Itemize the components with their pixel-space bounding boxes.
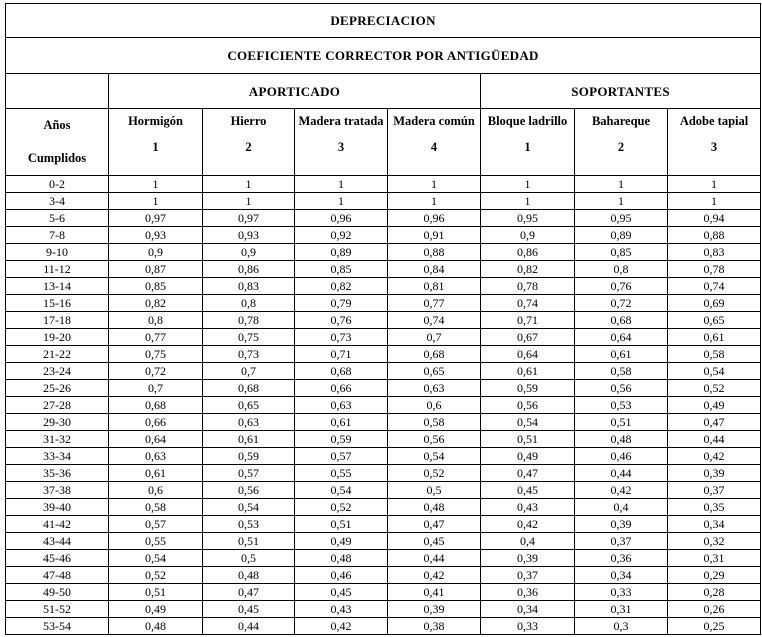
table-title: DEPRECIACION <box>6 4 761 38</box>
value-cell: 0,49 <box>109 601 203 618</box>
value-cell: 0,87 <box>109 261 203 278</box>
value-cell: 0,49 <box>295 533 388 550</box>
years-cell: 45-46 <box>6 550 109 567</box>
value-cell: 0,54 <box>295 482 388 499</box>
value-cell: 0,73 <box>203 346 295 363</box>
value-cell: 0,61 <box>668 329 761 346</box>
value-cell: 0,56 <box>575 380 668 397</box>
table-row <box>6 397 761 414</box>
value-cell: 0,71 <box>481 312 575 329</box>
years-cell: 21-22 <box>6 346 109 363</box>
column-header-number: 3 <box>710 140 718 154</box>
value-cell: 0,83 <box>668 244 761 261</box>
table-row <box>6 533 761 550</box>
value-cell: 0,77 <box>109 329 203 346</box>
years-cell: 49-50 <box>6 584 109 601</box>
value-cell: 0,85 <box>575 244 668 261</box>
value-cell: 1 <box>109 176 203 193</box>
value-cell: 0,54 <box>668 363 761 380</box>
value-cell: 0,58 <box>575 363 668 380</box>
years-header-line2: Cumplidos <box>27 151 87 165</box>
value-cell: 0,59 <box>295 431 388 448</box>
value-cell: 0,69 <box>668 295 761 312</box>
value-cell: 0,42 <box>388 567 481 584</box>
value-cell: 0,32 <box>668 533 761 550</box>
value-cell: 0,89 <box>575 227 668 244</box>
value-cell: 0,78 <box>481 278 575 295</box>
value-cell: 0,9 <box>109 244 203 261</box>
value-cell: 0,28 <box>668 584 761 601</box>
years-header <box>6 109 109 176</box>
table-row <box>6 414 761 431</box>
value-cell: 0,42 <box>575 482 668 499</box>
years-cell: 9-10 <box>6 244 109 261</box>
value-cell: 0,55 <box>295 465 388 482</box>
value-cell: 0,91 <box>388 227 481 244</box>
value-cell: 0,43 <box>295 601 388 618</box>
value-cell: 0,82 <box>481 261 575 278</box>
value-cell: 0,61 <box>575 346 668 363</box>
years-cell: 53-54 <box>6 618 109 635</box>
table-row <box>6 176 761 193</box>
value-cell: 0,85 <box>295 261 388 278</box>
value-cell: 0,7 <box>203 363 295 380</box>
table-row <box>6 244 761 261</box>
value-cell: 0,48 <box>295 550 388 567</box>
column-header <box>668 109 761 176</box>
value-cell: 0,34 <box>481 601 575 618</box>
value-cell: 0,38 <box>388 618 481 635</box>
value-cell: 1 <box>295 193 388 210</box>
value-cell: 0,52 <box>295 499 388 516</box>
value-cell: 0,51 <box>575 414 668 431</box>
value-cell: 0,93 <box>109 227 203 244</box>
value-cell: 0,51 <box>481 431 575 448</box>
value-cell: 0,52 <box>668 380 761 397</box>
value-cell: 0,39 <box>481 550 575 567</box>
column-header-label: Adobe tapial <box>679 114 749 128</box>
value-cell: 0,59 <box>203 448 295 465</box>
value-cell: 0,44 <box>668 431 761 448</box>
years-cell: 33-34 <box>6 448 109 465</box>
value-cell: 0,8 <box>109 312 203 329</box>
value-cell: 0,63 <box>388 380 481 397</box>
value-cell: 0,39 <box>575 516 668 533</box>
value-cell: 0,55 <box>109 533 203 550</box>
value-cell: 0,58 <box>109 499 203 516</box>
value-cell: 0,76 <box>575 278 668 295</box>
value-cell: 0,49 <box>668 397 761 414</box>
value-cell: 0,68 <box>203 380 295 397</box>
value-cell: 0,65 <box>668 312 761 329</box>
value-cell: 0,33 <box>481 618 575 635</box>
value-cell: 0,44 <box>203 618 295 635</box>
value-cell: 0,51 <box>109 584 203 601</box>
column-header-label: Hormigón <box>128 114 183 128</box>
value-cell: 0,5 <box>203 550 295 567</box>
value-cell: 0,42 <box>668 448 761 465</box>
value-cell: 0,75 <box>109 346 203 363</box>
value-cell: 0,6 <box>109 482 203 499</box>
value-cell: 0,45 <box>481 482 575 499</box>
column-header-label: Hierro <box>230 114 267 128</box>
value-cell: 0,82 <box>109 295 203 312</box>
table-row <box>6 261 761 278</box>
table-row <box>6 346 761 363</box>
value-cell: 0,59 <box>481 380 575 397</box>
value-cell: 0,48 <box>575 431 668 448</box>
value-cell: 0,44 <box>575 465 668 482</box>
value-cell: 0,57 <box>203 465 295 482</box>
value-cell: 0,64 <box>481 346 575 363</box>
value-cell: 0,48 <box>388 499 481 516</box>
value-cell: 0,75 <box>203 329 295 346</box>
table-row <box>6 210 761 227</box>
years-cell: 15-16 <box>6 295 109 312</box>
group-soportantes: SOPORTANTES <box>481 74 761 109</box>
years-cell: 7-8 <box>6 227 109 244</box>
table-row <box>6 295 761 312</box>
value-cell: 0,4 <box>481 533 575 550</box>
table-row <box>6 329 761 346</box>
table-row <box>6 431 761 448</box>
value-cell: 0,54 <box>109 550 203 567</box>
value-cell: 0,89 <box>295 244 388 261</box>
value-cell: 0,61 <box>109 465 203 482</box>
years-cell: 29-30 <box>6 414 109 431</box>
value-cell: 0,56 <box>388 431 481 448</box>
value-cell: 0,95 <box>575 210 668 227</box>
value-cell: 0,4 <box>575 499 668 516</box>
table-row <box>6 380 761 397</box>
value-cell: 0,45 <box>203 601 295 618</box>
table-row <box>6 601 761 618</box>
value-cell: 0,7 <box>388 329 481 346</box>
value-cell: 0,85 <box>109 278 203 295</box>
value-cell: 0,9 <box>481 227 575 244</box>
value-cell: 0,82 <box>295 278 388 295</box>
value-cell: 0,3 <box>575 618 668 635</box>
years-cell: 35-36 <box>6 465 109 482</box>
value-cell: 0,63 <box>109 448 203 465</box>
value-cell: 0,97 <box>203 210 295 227</box>
column-header-number: 4 <box>430 140 438 154</box>
value-cell: 0,26 <box>668 601 761 618</box>
years-cell: 5-6 <box>6 210 109 227</box>
value-cell: 0,67 <box>481 329 575 346</box>
value-cell: 0,58 <box>668 346 761 363</box>
value-cell: 0,51 <box>203 533 295 550</box>
value-cell: 0,96 <box>388 210 481 227</box>
years-cell: 51-52 <box>6 601 109 618</box>
value-cell: 1 <box>575 193 668 210</box>
table-row <box>6 567 761 584</box>
column-header-label: Madera común <box>393 114 475 128</box>
value-cell: 1 <box>203 193 295 210</box>
value-cell: 1 <box>295 176 388 193</box>
value-cell: 0,64 <box>109 431 203 448</box>
value-cell: 0,95 <box>481 210 575 227</box>
years-cell: 43-44 <box>6 533 109 550</box>
value-cell: 0,84 <box>388 261 481 278</box>
value-cell: 0,29 <box>668 567 761 584</box>
column-header <box>481 109 575 176</box>
value-cell: 0,52 <box>109 567 203 584</box>
value-cell: 0,33 <box>575 584 668 601</box>
value-cell: 0,56 <box>203 482 295 499</box>
value-cell: 0,57 <box>295 448 388 465</box>
value-cell: 0,58 <box>388 414 481 431</box>
value-cell: 0,46 <box>295 567 388 584</box>
value-cell: 0,54 <box>481 414 575 431</box>
value-cell: 1 <box>388 193 481 210</box>
value-cell: 0,96 <box>295 210 388 227</box>
value-cell: 0,61 <box>203 431 295 448</box>
value-cell: 0,66 <box>109 414 203 431</box>
value-cell: 0,34 <box>668 516 761 533</box>
value-cell: 1 <box>481 176 575 193</box>
group-aporticado: APORTICADO <box>109 74 481 109</box>
column-header <box>203 109 295 176</box>
value-cell: 0,64 <box>575 329 668 346</box>
value-cell: 0,65 <box>203 397 295 414</box>
value-cell: 0,35 <box>668 499 761 516</box>
value-cell: 0,68 <box>109 397 203 414</box>
value-cell: 0,86 <box>203 261 295 278</box>
column-header <box>109 109 203 176</box>
value-cell: 1 <box>668 176 761 193</box>
depreciation-table <box>5 3 761 635</box>
table-row <box>6 618 761 635</box>
table-row <box>6 465 761 482</box>
value-cell: 0,31 <box>668 550 761 567</box>
value-cell: 0,39 <box>668 465 761 482</box>
value-cell: 0,74 <box>668 278 761 295</box>
column-header <box>575 109 668 176</box>
years-cell: 41-42 <box>6 516 109 533</box>
value-cell: 1 <box>203 176 295 193</box>
value-cell: 0,52 <box>388 465 481 482</box>
value-cell: 0,39 <box>388 601 481 618</box>
table-row <box>6 227 761 244</box>
value-cell: 0,6 <box>388 397 481 414</box>
column-header-label: Bahareque <box>591 114 651 128</box>
value-cell: 0,41 <box>388 584 481 601</box>
value-cell: 1 <box>109 193 203 210</box>
value-cell: 0,71 <box>295 346 388 363</box>
value-cell: 0,34 <box>575 567 668 584</box>
value-cell: 0,37 <box>575 533 668 550</box>
value-cell: 0,36 <box>481 584 575 601</box>
value-cell: 0,79 <box>295 295 388 312</box>
value-cell: 0,86 <box>481 244 575 261</box>
table-row <box>6 448 761 465</box>
value-cell: 1 <box>388 176 481 193</box>
value-cell: 0,37 <box>481 567 575 584</box>
value-cell: 0,54 <box>203 499 295 516</box>
value-cell: 0,42 <box>481 516 575 533</box>
column-header-label: Madera tratada <box>298 114 384 128</box>
value-cell: 0,63 <box>203 414 295 431</box>
value-cell: 0,83 <box>203 278 295 295</box>
value-cell: 0,88 <box>388 244 481 261</box>
column-header-label: Bloque ladrillo <box>487 114 568 128</box>
table-row <box>6 584 761 601</box>
value-cell: 0,73 <box>295 329 388 346</box>
value-cell: 0,53 <box>203 516 295 533</box>
table-row <box>6 312 761 329</box>
years-cell: 11-12 <box>6 261 109 278</box>
value-cell: 0,45 <box>295 584 388 601</box>
value-cell: 0,47 <box>203 584 295 601</box>
years-cell: 13-14 <box>6 278 109 295</box>
value-cell: 0,61 <box>295 414 388 431</box>
value-cell: 0,68 <box>575 312 668 329</box>
value-cell: 0,8 <box>575 261 668 278</box>
value-cell: 0,9 <box>203 244 295 261</box>
value-cell: 0,54 <box>388 448 481 465</box>
table-row <box>6 482 761 499</box>
years-cell: 39-40 <box>6 499 109 516</box>
years-cell: 0-2 <box>6 176 109 193</box>
table-row <box>6 278 761 295</box>
years-cell: 19-20 <box>6 329 109 346</box>
value-cell: 0,72 <box>575 295 668 312</box>
value-cell: 0,49 <box>481 448 575 465</box>
value-cell: 0,31 <box>575 601 668 618</box>
years-cell: 37-38 <box>6 482 109 499</box>
value-cell: 0,68 <box>388 346 481 363</box>
years-cell: 47-48 <box>6 567 109 584</box>
value-cell: 0,65 <box>388 363 481 380</box>
table-row <box>6 499 761 516</box>
value-cell: 1 <box>668 193 761 210</box>
years-header-line1: Años <box>43 118 71 132</box>
value-cell: 0,47 <box>668 414 761 431</box>
corner-cell <box>6 74 109 109</box>
value-cell: 1 <box>481 193 575 210</box>
table-row <box>6 363 761 380</box>
value-cell: 0,47 <box>481 465 575 482</box>
column-header-number: 2 <box>245 140 252 154</box>
value-cell: 0,53 <box>575 397 668 414</box>
value-cell: 0,74 <box>388 312 481 329</box>
value-cell: 0,72 <box>109 363 203 380</box>
value-cell: 0,5 <box>388 482 481 499</box>
value-cell: 0,74 <box>481 295 575 312</box>
value-cell: 0,47 <box>388 516 481 533</box>
table-subtitle: COEFICIENTE CORRECTOR POR ANTIGÜEDAD <box>6 38 761 74</box>
value-cell: 0,42 <box>295 618 388 635</box>
column-header-number: 2 <box>617 140 625 154</box>
value-cell: 0,78 <box>668 261 761 278</box>
value-cell: 0,44 <box>388 550 481 567</box>
value-cell: 1 <box>575 176 668 193</box>
column-header <box>388 109 481 176</box>
column-header-number: 1 <box>524 140 531 154</box>
value-cell: 0,81 <box>388 278 481 295</box>
years-cell: 17-18 <box>6 312 109 329</box>
value-cell: 0,92 <box>295 227 388 244</box>
value-cell: 0,61 <box>481 363 575 380</box>
value-cell: 0,56 <box>481 397 575 414</box>
value-cell: 0,43 <box>481 499 575 516</box>
column-header <box>295 109 388 176</box>
years-cell: 23-24 <box>6 363 109 380</box>
value-cell: 0,36 <box>575 550 668 567</box>
column-header-number: 1 <box>152 140 159 154</box>
value-cell: 0,25 <box>668 618 761 635</box>
years-cell: 25-26 <box>6 380 109 397</box>
value-cell: 0,78 <box>203 312 295 329</box>
value-cell: 0,66 <box>295 380 388 397</box>
value-cell: 0,77 <box>388 295 481 312</box>
column-header-number: 3 <box>337 140 345 154</box>
value-cell: 0,93 <box>203 227 295 244</box>
value-cell: 0,68 <box>295 363 388 380</box>
value-cell: 0,97 <box>109 210 203 227</box>
years-cell: 27-28 <box>6 397 109 414</box>
value-cell: 0,37 <box>668 482 761 499</box>
value-cell: 0,51 <box>295 516 388 533</box>
value-cell: 0,48 <box>109 618 203 635</box>
value-cell: 0,76 <box>295 312 388 329</box>
value-cell: 0,94 <box>668 210 761 227</box>
table-row <box>6 550 761 567</box>
years-cell: 3-4 <box>6 193 109 210</box>
value-cell: 0,57 <box>109 516 203 533</box>
value-cell: 0,8 <box>203 295 295 312</box>
table-row <box>6 193 761 210</box>
years-cell: 31-32 <box>6 431 109 448</box>
value-cell: 0,63 <box>295 397 388 414</box>
value-cell: 0,7 <box>109 380 203 397</box>
value-cell: 0,46 <box>575 448 668 465</box>
table-row <box>6 516 761 533</box>
value-cell: 0,48 <box>203 567 295 584</box>
value-cell: 0,45 <box>388 533 481 550</box>
value-cell: 0,88 <box>668 227 761 244</box>
